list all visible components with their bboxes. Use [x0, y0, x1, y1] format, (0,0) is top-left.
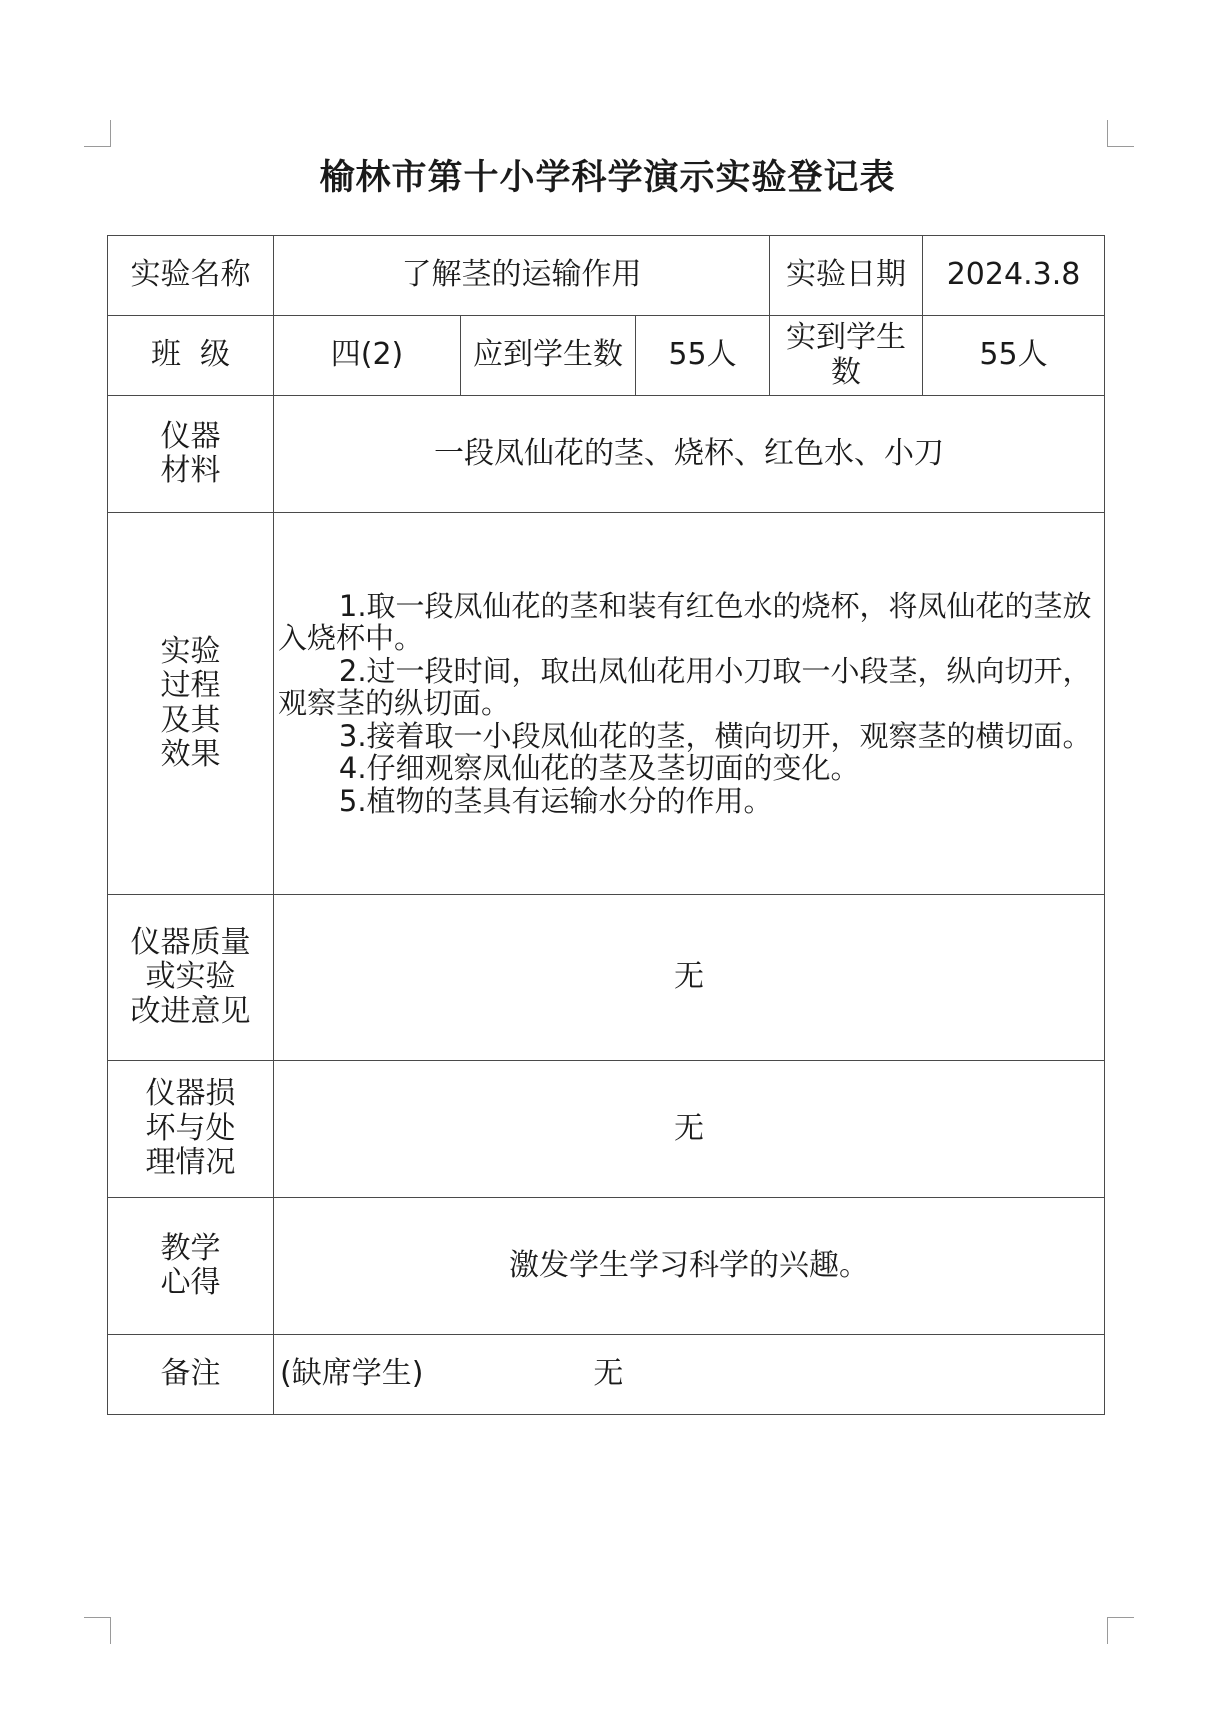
crop-mark-top-left [84, 120, 111, 147]
class-value: 四(2) [274, 316, 461, 396]
process-steps [274, 513, 1105, 895]
crop-mark-top-right [1107, 120, 1134, 147]
quality-label: 仪器质量 或实验 改进意见 [108, 895, 274, 1061]
equipment-value: 一段凤仙花的茎、烧杯、红色水、小刀 [274, 396, 1105, 513]
actual-students-label: 实到学生 数 [770, 316, 923, 396]
remarks-label: 备注 [108, 1335, 274, 1415]
class-label: 班 级 [108, 316, 274, 396]
row-experiment-name [108, 236, 1105, 316]
process-step-4: 4.仔细观察凤仙花的茎及茎切面的变化。 [338, 751, 860, 786]
row-process [108, 513, 1105, 895]
experiment-name-label: 实验名称 [108, 236, 274, 316]
damage-label: 仪器损 坏与处 理情况 [108, 1061, 274, 1198]
process-step-1: 1.取一段凤仙花的茎和装有红色水的烧杯，将凤仙花的茎放入烧杯中。 [278, 588, 1092, 656]
expected-students-value: 55人 [636, 316, 770, 396]
absent-students-label: (缺席学生) [280, 1356, 424, 1392]
quality-value: 无 [274, 895, 1105, 1061]
row-equipment [108, 396, 1105, 513]
actual-students-value: 55人 [923, 316, 1105, 396]
experiment-date-label: 实验日期 [770, 236, 923, 316]
absent-students-value: 无 [593, 1356, 624, 1392]
damage-value: 无 [274, 1061, 1105, 1198]
reflection-value: 激发学生学习科学的兴趣。 [274, 1198, 1105, 1335]
equipment-label: 仪器 材料 [108, 396, 274, 513]
reflection-label: 教学 心得 [108, 1198, 274, 1335]
row-remarks [108, 1335, 1105, 1415]
page-title: 榆林市第十小学科学演示实验登记表 [319, 158, 896, 198]
row-quality [108, 895, 1105, 1061]
process-step-3: 3.接着取一小段凤仙花的茎，横向切开，观察茎的横切面。 [338, 718, 1092, 753]
expected-students-label: 应到学生数 [461, 316, 636, 396]
row-class [108, 316, 1105, 396]
row-damage [108, 1061, 1105, 1198]
row-reflection [108, 1198, 1105, 1335]
experiment-name-value: 了解茎的运输作用 [274, 236, 770, 316]
crop-mark-bottom-left [84, 1617, 111, 1644]
experiment-date-value: 2024.3.8 [923, 236, 1105, 316]
registration-table [107, 235, 1105, 1415]
remarks-value [274, 1335, 1105, 1415]
process-step-5: 5.植物的茎具有运输水分的作用。 [338, 783, 773, 818]
process-step-2: 2.过一段时间，取出凤仙花用小刀取一小段茎，纵向切开，观察茎的纵切面。 [278, 653, 1092, 721]
process-label: 实验 过程 及其 效果 [108, 513, 274, 895]
crop-mark-bottom-right [1107, 1617, 1134, 1644]
